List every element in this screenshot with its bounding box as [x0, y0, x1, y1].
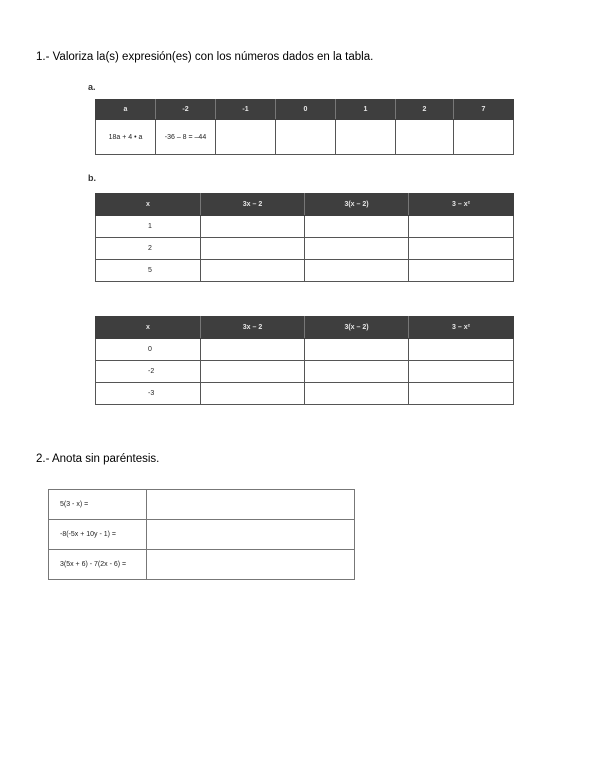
table-b1 — [95, 193, 514, 282]
question-1-title: 1.- Valoriza la(s) expresión(es) con los números dados en la tabla. — [36, 51, 374, 63]
expression-cell: 3(5x + 6) - 7(2x - 6) = — [49, 550, 147, 580]
header-cell: 7 — [454, 100, 514, 120]
answer-cell[interactable] — [454, 120, 514, 155]
header-cell: 3x – 2 — [201, 194, 305, 216]
table-row — [96, 361, 514, 383]
answer-cell[interactable] — [409, 383, 514, 405]
answer-cell[interactable] — [201, 216, 305, 238]
table-row — [49, 520, 355, 550]
part-b-label: b. — [88, 173, 96, 183]
answer-cell[interactable] — [305, 361, 409, 383]
table-row — [96, 120, 514, 155]
header-cell: x — [96, 317, 201, 339]
header-cell: 1 — [336, 100, 396, 120]
answer-cell[interactable] — [305, 339, 409, 361]
header-cell: 3(x – 2) — [305, 317, 409, 339]
answer-cell: -36 – 8 = –44 — [156, 120, 216, 155]
answer-cell[interactable] — [216, 120, 276, 155]
table-b1-header — [96, 194, 514, 216]
answer-cell[interactable] — [409, 260, 514, 282]
answer-cell[interactable] — [201, 361, 305, 383]
part-a-label: a. — [88, 82, 96, 92]
table-row — [96, 383, 514, 405]
x-value-cell: 5 — [96, 260, 201, 282]
table-row — [96, 339, 514, 361]
x-value-cell: 2 — [96, 238, 201, 260]
table-a-header — [96, 100, 514, 120]
table-b2-header — [96, 317, 514, 339]
answer-cell[interactable] — [147, 490, 355, 520]
header-cell: x — [96, 194, 201, 216]
answer-cell[interactable] — [201, 238, 305, 260]
table-b2 — [95, 316, 514, 405]
header-cell: 3 – x² — [409, 194, 514, 216]
table-row — [49, 550, 355, 580]
x-value-cell: 1 — [96, 216, 201, 238]
answer-cell[interactable] — [409, 339, 514, 361]
expression-cell: 18a + 4 • a — [96, 120, 156, 155]
answer-cell[interactable] — [305, 260, 409, 282]
x-value-cell: -2 — [96, 361, 201, 383]
answer-cell[interactable] — [336, 120, 396, 155]
header-cell: 0 — [276, 100, 336, 120]
answer-cell[interactable] — [409, 216, 514, 238]
answer-cell[interactable] — [201, 383, 305, 405]
x-value-cell: 0 — [96, 339, 201, 361]
answer-cell[interactable] — [305, 216, 409, 238]
header-cell: 3x – 2 — [201, 317, 305, 339]
answer-cell[interactable] — [409, 238, 514, 260]
table-2 — [48, 489, 355, 580]
answer-cell[interactable] — [201, 260, 305, 282]
answer-cell[interactable] — [201, 339, 305, 361]
table-row — [96, 260, 514, 282]
answer-cell[interactable] — [276, 120, 336, 155]
header-cell: 3(x – 2) — [305, 194, 409, 216]
answer-cell[interactable] — [305, 383, 409, 405]
table-row — [49, 490, 355, 520]
header-cell: -1 — [216, 100, 276, 120]
answer-cell[interactable] — [396, 120, 454, 155]
question-2-title: 2.- Anota sin paréntesis. — [36, 453, 160, 465]
header-cell: 3 – x² — [409, 317, 514, 339]
table-a — [95, 99, 514, 155]
answer-cell[interactable] — [147, 520, 355, 550]
header-cell: a — [96, 100, 156, 120]
x-value-cell: -3 — [96, 383, 201, 405]
answer-cell[interactable] — [147, 550, 355, 580]
table-row — [96, 238, 514, 260]
header-cell: 2 — [396, 100, 454, 120]
answer-cell[interactable] — [409, 361, 514, 383]
expression-cell: 5(3 - x) = — [49, 490, 147, 520]
table-row — [96, 216, 514, 238]
expression-cell: -8(-5x + 10y - 1) = — [49, 520, 147, 550]
answer-cell[interactable] — [305, 238, 409, 260]
header-cell: -2 — [156, 100, 216, 120]
